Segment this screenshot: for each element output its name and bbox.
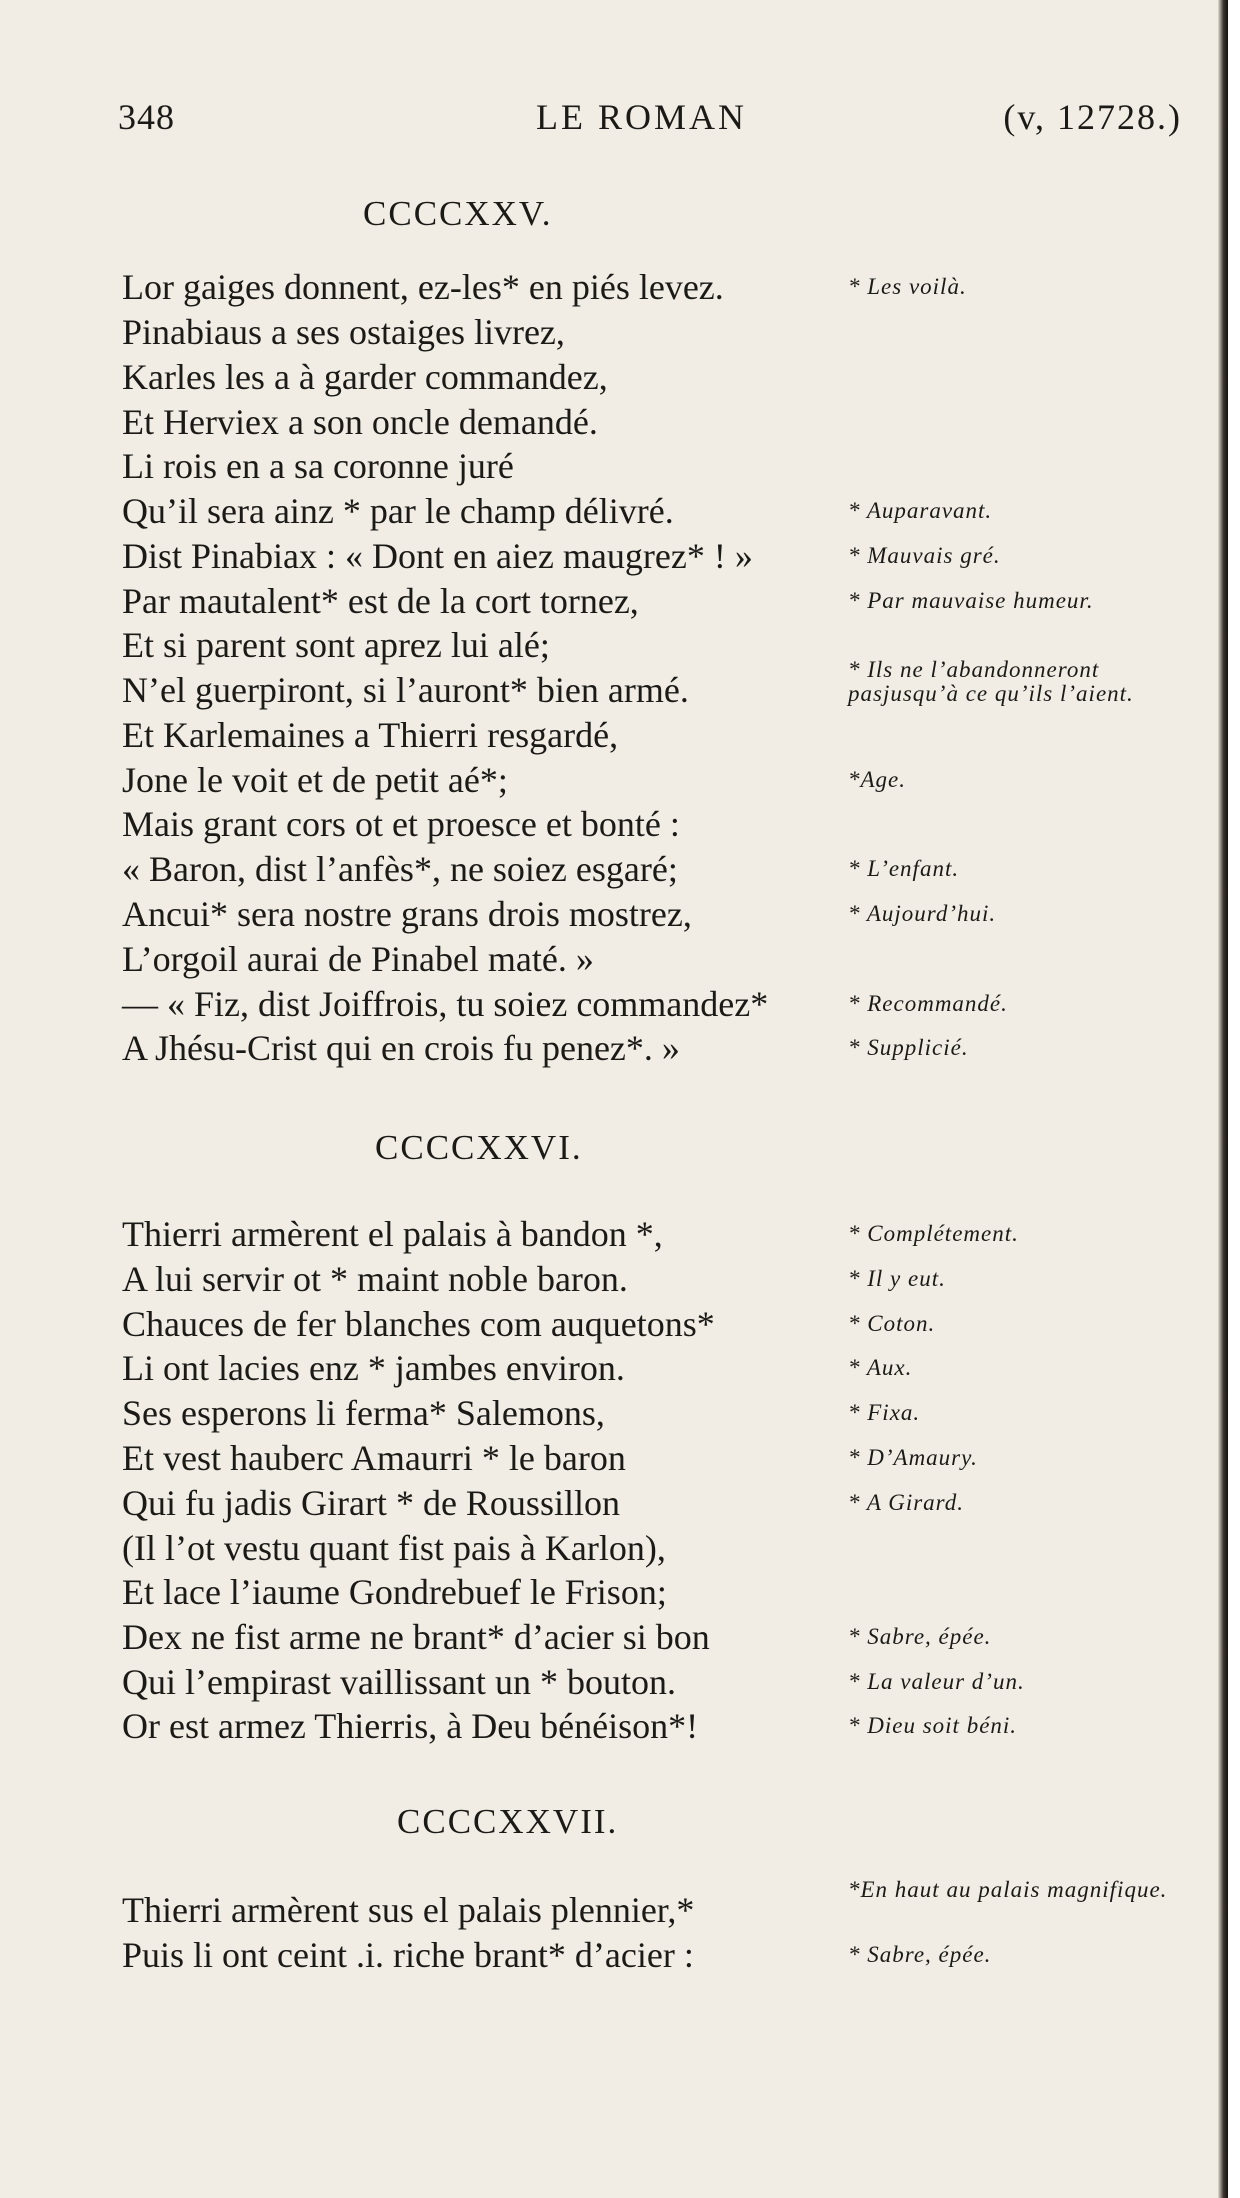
verse-line: Et si parent sont aprez lui alé;	[122, 625, 550, 665]
gloss-note: * Sabre, épée.	[848, 1942, 992, 1967]
verse-line: Karles les a à garder commandez,	[122, 357, 608, 397]
verse-line: Et vest hauberc Amaurri * le baron	[122, 1438, 626, 1478]
gloss-note: * Aux.	[848, 1355, 913, 1380]
verse-line: Qui fu jadis Girart * de Roussillon	[122, 1483, 620, 1523]
verse-line: A lui servir ot * maint noble baron.	[122, 1259, 628, 1299]
gloss-note: * Coton.	[848, 1311, 936, 1336]
verse-line: Li ont lacies enz * jambes environ.	[122, 1348, 625, 1388]
verse-line: — « Fiz, dist Joiffrois, tu soiez commandez*	[122, 984, 769, 1024]
gloss-note: * Fixa.	[848, 1400, 921, 1425]
verse-line: Puis li ont ceint .i. riche brant* d’acier :	[122, 1935, 694, 1975]
verse-line: Li rois en a sa coronne juré	[122, 446, 514, 486]
gloss-note: * Mauvais gré.	[848, 543, 1001, 568]
verse-line: Et Karlemaines a Thierri resgardé,	[122, 715, 619, 755]
verse-line: Chauces de fer blanches com auquetons*	[122, 1304, 715, 1344]
page-edge-shadow	[1218, 0, 1228, 2198]
verse-line: Et lace l’iaume Gondrebuef le Frison;	[122, 1572, 667, 1612]
verse-line: Ses esperons li ferma* Salemons,	[122, 1393, 605, 1433]
gloss-note: * L’enfant.	[848, 856, 960, 881]
verse-line: L’orgoil aurai de Pinabel maté. »	[122, 939, 594, 979]
verse-line: Dex ne fist arme ne brant* d’acier si bon	[122, 1617, 710, 1657]
running-title: LE ROMAN	[536, 97, 747, 137]
gloss-note: * D’Amaury.	[848, 1445, 978, 1470]
verse-line: Ancui* sera nostre grans drois mostrez,	[122, 894, 692, 934]
verse-line: Par mautalent* est de la cort tornez,	[122, 581, 639, 621]
verse-line: Jone le voit et de petit aé*;	[122, 760, 508, 800]
running-header	[118, 96, 1182, 148]
section-heading: CCCCXXVI.	[375, 1128, 583, 1167]
gloss-note: * Sabre, épée.	[848, 1624, 992, 1649]
verse-line: Et Herviex a son oncle demandé.	[122, 402, 598, 442]
verse-line: Pinabiaus a ses ostaiges livrez,	[122, 312, 565, 352]
verse-line: N’el guerpiront, si l’auront* bien armé.	[122, 670, 689, 710]
verse-reference: (v, 12728.)	[1003, 97, 1182, 137]
gloss-note: * La valeur d’un.	[848, 1669, 1025, 1694]
verse-line: Dist Pinabiax : « Dont en aiez maugrez* ! »	[122, 536, 753, 576]
gloss-note: * Par mauvaise humeur.	[848, 588, 1094, 613]
verse-line: « Baron, dist l’anfès*, ne soiez esgaré;	[122, 849, 678, 889]
verse-line: Mais grant cors ot et proesce et bonté :	[122, 804, 680, 844]
gloss-note: * Recommandé.	[848, 991, 1008, 1016]
verse-line: A Jhésu-Crist qui en crois fu penez*. »	[122, 1028, 680, 1068]
verse-line: Or est armez Thierris, à Deu bénéison*!	[122, 1706, 699, 1746]
page-number: 348	[118, 97, 175, 137]
verse-line: Qui l’empirast vaillissant un * bouton.	[122, 1662, 676, 1702]
gloss-note: * Supplicié.	[848, 1035, 969, 1060]
gloss-note: * Auparavant.	[848, 498, 993, 523]
verse-line: Thierri armèrent sus el palais plennier,*	[122, 1890, 695, 1930]
section-heading: CCCCXXVII.	[397, 1802, 619, 1841]
gloss-note: * Ils ne l’abandonneront pasjusqu’à ce qu’ils l’aient.	[848, 657, 1134, 706]
verse-line: Lor gaiges donnent, ez-les* en piés levez.	[122, 267, 724, 307]
gloss-note: * Complétement.	[848, 1221, 1019, 1246]
gloss-note: * Il y eut.	[848, 1266, 946, 1291]
gloss-note: * Aujourd’hui.	[848, 901, 997, 926]
section-heading: CCCCXXV.	[363, 194, 553, 233]
gloss-note: * A Girard.	[848, 1490, 965, 1515]
verse-line: (Il l’ot vestu quant fist pais à Karlon),	[122, 1528, 666, 1568]
gloss-note: * Les voilà.	[848, 274, 967, 299]
gloss-note: * Dieu soit béni.	[848, 1713, 1018, 1738]
gloss-note: *Age.	[848, 767, 907, 792]
gloss-note: *En haut au palais magnifique.	[848, 1877, 1168, 1902]
verse-line: Qu’il sera ainz * par le champ délivré.	[122, 491, 674, 531]
verse-line: Thierri armèrent el palais à bandon *,	[122, 1214, 663, 1254]
